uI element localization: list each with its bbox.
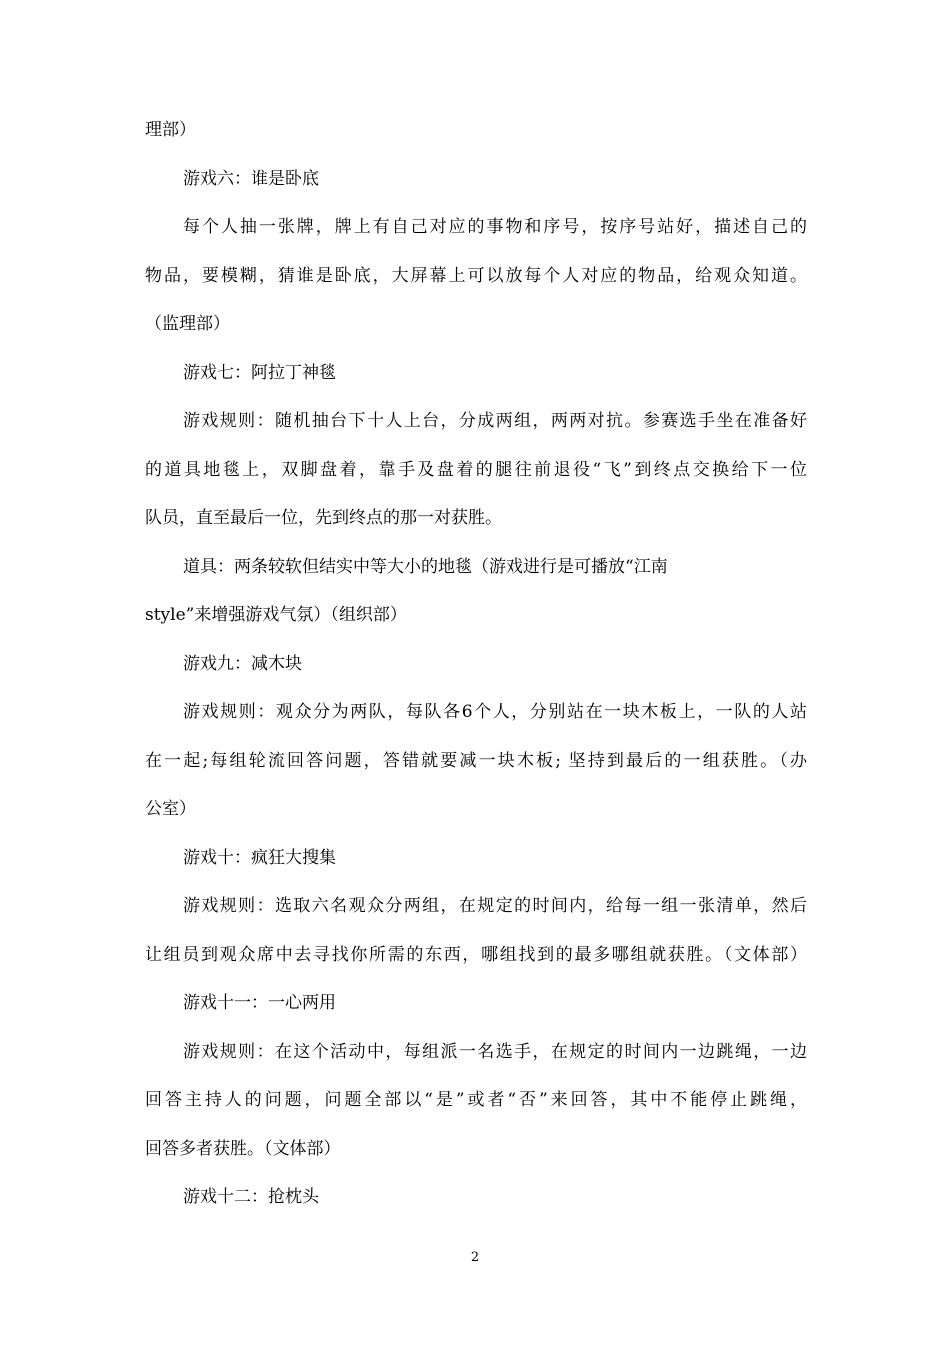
- text-line: 理部）: [145, 120, 196, 140]
- section-heading-game-10: 游戏十：疯狂大搜集: [183, 847, 336, 868]
- paragraph-line: 队员，直至最后一位，先到终点的那一对获胜。: [145, 508, 502, 528]
- paragraph-line: 回答主持人的问题，问题全部以“是”或者“否”来回答，其中不能停止跳绳，: [145, 1090, 807, 1110]
- paragraph-line: 让组员到观众席中去寻找你所需的东西，哪组找到的最多哪组就获胜。（文体部）: [145, 944, 807, 965]
- section-heading-game-7: 游戏七：阿拉丁神毯: [183, 362, 336, 383]
- section-heading-game-9: 游戏九：减木块: [183, 653, 302, 674]
- paragraph-line: 在一起;每组轮流回答问题，答错就要减一块木板; 坚持到最后的一组获胜。（办: [145, 750, 807, 771]
- paragraph-line: 的道具地毯上，双脚盘着，靠手及盘着的腿往前退役“飞”到终点交换给下一位: [145, 459, 807, 480]
- paragraph-line: 回答多者获胜。（文体部）: [145, 1138, 341, 1159]
- document-body: [145, 110, 807, 1226]
- section-heading-game-6: 游戏六：谁是卧底: [183, 168, 319, 189]
- page-number: 2: [470, 1250, 480, 1265]
- section-heading-game-12: 游戏十二：抢枕头: [183, 1187, 319, 1207]
- paragraph-line: 游戏规则：在这个活动中，每组派一名选手，在规定的时间内一边跳绳，一边: [183, 1041, 807, 1062]
- paragraph-line: 公室）: [145, 799, 196, 819]
- section-heading-game-11: 游戏十一：一心两用: [183, 993, 336, 1013]
- paragraph-line: 游戏规则：选取六名观众分两组，在规定的时间内，给每一组一张清单，然后: [183, 896, 807, 916]
- paragraph-line: 道具：两条较软但结实中等大小的地毯（游戏进行是可播放“江南: [183, 556, 668, 577]
- paragraph-line: 物品，要模糊，猜谁是卧底，大屏幕上可以放每个人对应的物品，给观众知道。: [145, 265, 807, 286]
- paragraph-line: 每个人抽一张牌，牌上有自己对应的事物和序号，按序号站好，描述自己的: [183, 217, 807, 237]
- paragraph-line: （监理部）: [145, 314, 230, 334]
- paragraph-line: style”来增强游戏气氛）（组织部）: [145, 605, 407, 625]
- paragraph-line: 游戏规则：随机抽台下十人上台，分成两组，两两对抗。参赛选手坐在准备好: [183, 411, 807, 431]
- paragraph-line: 游戏规则：观众分为两队，每队各6个人，分别站在一块木板上，一队的人站: [183, 702, 807, 722]
